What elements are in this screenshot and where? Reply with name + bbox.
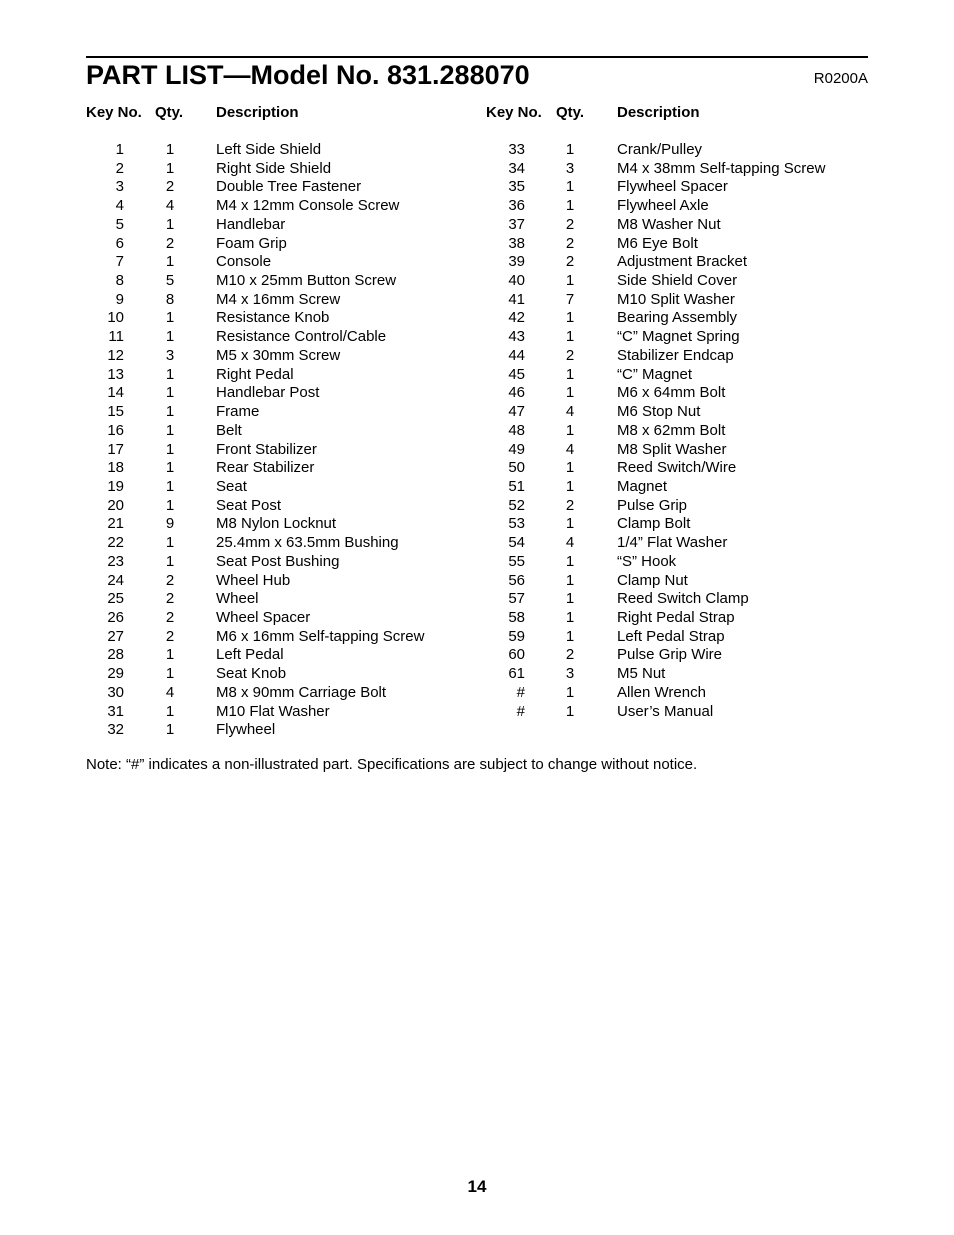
part-description: Stabilizer Endcap <box>617 346 734 364</box>
part-description: Right Pedal <box>216 365 294 383</box>
part-key-number: 7 <box>115 253 124 271</box>
part-quantity: 5 <box>165 272 175 290</box>
part-key-number: 14 <box>107 384 124 402</box>
right-header-key: Key No. <box>486 104 542 121</box>
part-key-number: 22 <box>107 534 124 552</box>
part-description: 25.4mm x 63.5mm Bushing <box>216 534 399 552</box>
part-key-number: 4 <box>115 197 124 215</box>
part-quantity: 3 <box>565 159 575 177</box>
part-key-number: 58 <box>508 608 525 626</box>
part-description: Bearing Assembly <box>617 309 738 327</box>
part-description: Side Shield Cover <box>617 272 738 290</box>
part-description: Double Tree Fastener <box>216 178 362 196</box>
part-quantity: 2 <box>565 234 575 252</box>
part-description: Clamp Bolt <box>617 515 691 533</box>
part-quantity: 2 <box>165 627 175 645</box>
part-key-number: 6 <box>115 234 124 252</box>
part-description: Reed Switch Clamp <box>617 590 749 608</box>
part-quantity: 1 <box>565 683 575 701</box>
part-description: M8 Split Washer <box>617 440 727 458</box>
part-quantity: 4 <box>165 197 175 215</box>
part-description: Seat Post Bushing <box>216 552 340 570</box>
part-description: M4 x 38mm Self-tapping Screw <box>617 159 826 177</box>
part-quantity: 1 <box>565 459 575 477</box>
part-key-number: 19 <box>107 477 124 495</box>
part-key-number: 43 <box>508 328 525 346</box>
part-description: M8 x 90mm Carriage Bolt <box>216 683 387 701</box>
part-key-number: 15 <box>107 403 124 421</box>
part-quantity: 1 <box>165 365 175 383</box>
part-description: M6 Stop Nut <box>617 403 701 421</box>
part-quantity: 1 <box>165 440 175 458</box>
part-key-number: 55 <box>508 552 525 570</box>
part-quantity: 1 <box>565 365 575 383</box>
right-header-description: Description <box>617 104 700 121</box>
part-quantity: 2 <box>165 178 175 196</box>
part-quantity: 1 <box>565 197 575 215</box>
part-quantity: 2 <box>565 215 575 233</box>
part-quantity: 1 <box>565 571 575 589</box>
part-description: Flywheel <box>216 721 276 739</box>
part-key-number: 60 <box>508 646 525 664</box>
part-description: “S” Hook <box>617 552 677 570</box>
part-description: Clamp Nut <box>617 571 688 589</box>
part-key-number: 39 <box>508 253 525 271</box>
part-quantity: 1 <box>565 608 575 626</box>
part-description: M10 Split Washer <box>617 290 735 308</box>
part-quantity: 1 <box>165 665 175 683</box>
part-key-number: 33 <box>508 141 525 158</box>
part-quantity: 1 <box>565 421 575 439</box>
part-quantity: 8 <box>165 290 175 308</box>
part-quantity: 1 <box>165 253 175 271</box>
part-description: M5 x 30mm Screw <box>216 346 341 364</box>
part-description: Right Side Shield <box>216 159 332 177</box>
part-quantity: 3 <box>165 346 175 364</box>
part-description: Console <box>216 253 272 271</box>
part-key-number: 10 <box>107 309 124 327</box>
part-quantity: 1 <box>165 215 175 233</box>
part-quantity: 1 <box>565 627 575 645</box>
part-description: Seat Knob <box>216 665 287 683</box>
part-key-number: 2 <box>115 159 124 177</box>
part-key-number: 35 <box>508 178 525 196</box>
part-key-number: # <box>516 702 525 720</box>
part-quantity: 1 <box>565 515 575 533</box>
part-key-number: 29 <box>107 665 124 683</box>
part-description: Wheel Spacer <box>216 608 311 626</box>
part-quantity: 1 <box>165 141 175 158</box>
part-quantity: 4 <box>165 683 175 701</box>
part-description: Front Stabilizer <box>216 440 317 458</box>
part-description: M8 x 62mm Bolt <box>617 421 726 439</box>
part-key-number: 42 <box>508 309 525 327</box>
left-header-description: Description <box>216 104 299 121</box>
part-quantity: 1 <box>165 309 175 327</box>
part-quantity: 1 <box>165 534 175 552</box>
part-quantity: 4 <box>565 403 575 421</box>
part-description: Rear Stabilizer <box>216 459 315 477</box>
part-description: M8 Nylon Locknut <box>216 515 337 533</box>
part-quantity: 1 <box>165 459 175 477</box>
part-description: Reed Switch/Wire <box>617 459 737 477</box>
page-number: 14 <box>467 1177 487 1196</box>
part-quantity: 2 <box>565 646 575 664</box>
part-key-number: 11 <box>108 328 124 346</box>
part-quantity: 1 <box>165 328 175 346</box>
right-header-qty: Qty. <box>556 104 585 121</box>
part-description: Seat <box>216 477 247 495</box>
part-key-number: 40 <box>508 272 525 290</box>
part-quantity: 1 <box>165 403 175 421</box>
part-description: Frame <box>216 403 260 421</box>
part-description: Resistance Control/Cable <box>216 328 387 346</box>
left-header-qty: Qty. <box>155 104 184 121</box>
part-quantity: 1 <box>165 496 175 514</box>
part-description: M5 Nut <box>617 665 666 683</box>
part-description: Foam Grip <box>216 234 287 252</box>
part-key-number: 57 <box>508 590 525 608</box>
part-description: M6 x 64mm Bolt <box>617 384 726 402</box>
part-key-number: 17 <box>107 440 124 458</box>
part-description: “C” Magnet Spring <box>617 328 740 346</box>
part-key-number: 56 <box>508 571 525 589</box>
part-key-number: 47 <box>508 403 525 421</box>
part-key-number: 20 <box>107 496 124 514</box>
part-quantity: 2 <box>165 608 175 626</box>
part-quantity: 3 <box>565 665 575 683</box>
part-description: Pulse Grip Wire <box>617 646 723 664</box>
part-key-number: 27 <box>107 627 124 645</box>
part-description: M4 x 12mm Console Screw <box>216 197 400 215</box>
part-description: Flywheel Spacer <box>617 178 728 196</box>
part-description: Seat Post <box>216 496 282 514</box>
part-key-number: 37 <box>508 215 525 233</box>
part-quantity: 1 <box>165 721 175 739</box>
part-description: M4 x 16mm Screw <box>216 290 341 308</box>
part-key-number: 50 <box>508 459 525 477</box>
part-key-number: 8 <box>115 272 124 290</box>
part-quantity: 4 <box>565 440 575 458</box>
part-quantity: 2 <box>565 346 575 364</box>
part-description: Handlebar <box>216 215 286 233</box>
part-description: M8 Washer Nut <box>617 215 721 233</box>
document-code: R0200A <box>813 70 868 87</box>
part-description: Pulse Grip <box>617 496 688 514</box>
page-title: PART LIST—Model No. 831.288070 <box>86 60 530 90</box>
left-header-key: Key No. <box>86 104 142 121</box>
part-key-number: 59 <box>508 627 525 645</box>
part-description: Magnet <box>617 477 668 495</box>
part-quantity: 1 <box>565 702 575 720</box>
part-description: “C” Magnet <box>617 365 693 383</box>
part-quantity: 2 <box>165 571 175 589</box>
part-key-number: 28 <box>107 646 124 664</box>
part-quantity: 1 <box>565 384 575 402</box>
part-description: M6 Eye Bolt <box>617 234 698 252</box>
part-quantity: 1 <box>165 477 175 495</box>
part-key-number: 46 <box>508 384 525 402</box>
part-description: Left Pedal Strap <box>617 627 725 645</box>
part-quantity: 2 <box>565 496 575 514</box>
part-description: Wheel <box>216 590 259 608</box>
part-description: Right Pedal Strap <box>617 608 735 626</box>
footnote: Note: “#” indicates a non-illustrated part. Specifications are subject to change without notice. <box>86 756 698 773</box>
part-key-number: 3 <box>115 178 124 196</box>
part-quantity: 1 <box>165 384 175 402</box>
part-key-number: 52 <box>508 496 525 514</box>
part-quantity: 1 <box>565 552 575 570</box>
part-quantity: 1 <box>565 272 575 290</box>
part-description: Allen Wrench <box>617 683 706 701</box>
part-quantity: 1 <box>165 421 175 439</box>
part-key-number: 5 <box>115 215 124 233</box>
part-key-number: 23 <box>107 552 124 570</box>
part-key-number: 31 <box>107 702 124 720</box>
part-description: Left Pedal <box>216 646 284 664</box>
part-description: Flywheel Axle <box>617 197 709 215</box>
part-key-number: 16 <box>107 421 124 439</box>
part-key-number: 61 <box>508 665 525 683</box>
part-description: Adjustment Bracket <box>617 253 748 271</box>
part-quantity: 2 <box>565 253 575 271</box>
part-description: Wheel Hub <box>216 571 291 589</box>
part-key-number: 25 <box>107 590 124 608</box>
part-key-number: 36 <box>508 197 525 215</box>
part-key-number: 44 <box>508 346 525 364</box>
part-key-number: 24 <box>107 571 124 589</box>
part-quantity: 9 <box>165 515 175 533</box>
part-quantity: 2 <box>165 234 175 252</box>
part-description: M10 Flat Washer <box>216 702 330 720</box>
part-key-number: 18 <box>107 459 124 477</box>
part-quantity: 1 <box>565 328 575 346</box>
part-quantity: 1 <box>565 477 575 495</box>
part-key-number: 38 <box>508 234 525 252</box>
part-description: Crank/Pulley <box>617 141 703 158</box>
part-key-number: 49 <box>508 440 525 458</box>
part-key-number: 1 <box>115 141 124 158</box>
part-key-number: 45 <box>508 365 525 383</box>
part-quantity: 1 <box>165 552 175 570</box>
part-key-number: 30 <box>107 683 124 701</box>
part-quantity: 1 <box>165 702 175 720</box>
part-description: 1/4” Flat Washer <box>617 534 728 552</box>
part-key-number: 32 <box>107 721 124 739</box>
part-description: M6 x 16mm Self-tapping Screw <box>216 627 425 645</box>
part-key-number: 34 <box>508 159 525 177</box>
part-description: Handlebar Post <box>216 384 320 402</box>
part-key-number: 12 <box>107 346 124 364</box>
part-key-number: 48 <box>508 421 525 439</box>
part-quantity: 7 <box>565 290 575 308</box>
part-quantity: 2 <box>165 590 175 608</box>
part-quantity: 4 <box>565 534 575 552</box>
part-quantity: 1 <box>565 590 575 608</box>
part-description: Resistance Knob <box>216 309 330 327</box>
part-quantity: 1 <box>565 309 575 327</box>
part-key-number: 26 <box>107 608 124 626</box>
part-key-number: 51 <box>508 477 525 495</box>
part-key-number: 41 <box>508 290 525 308</box>
part-key-number: 13 <box>107 365 124 383</box>
part-key-number: 21 <box>107 515 124 533</box>
part-description: M10 x 25mm Button Screw <box>216 272 397 290</box>
part-quantity: 1 <box>165 646 175 664</box>
part-key-number: # <box>516 683 525 701</box>
part-quantity: 1 <box>165 159 175 177</box>
part-key-number: 9 <box>115 290 124 308</box>
part-description: User’s Manual <box>617 702 714 720</box>
part-quantity: 1 <box>565 178 575 196</box>
part-key-number: 54 <box>508 534 525 552</box>
part-key-number: 53 <box>508 515 525 533</box>
part-description: Left Side Shield <box>216 141 322 158</box>
part-description: Belt <box>216 421 242 439</box>
part-quantity: 1 <box>565 141 575 158</box>
